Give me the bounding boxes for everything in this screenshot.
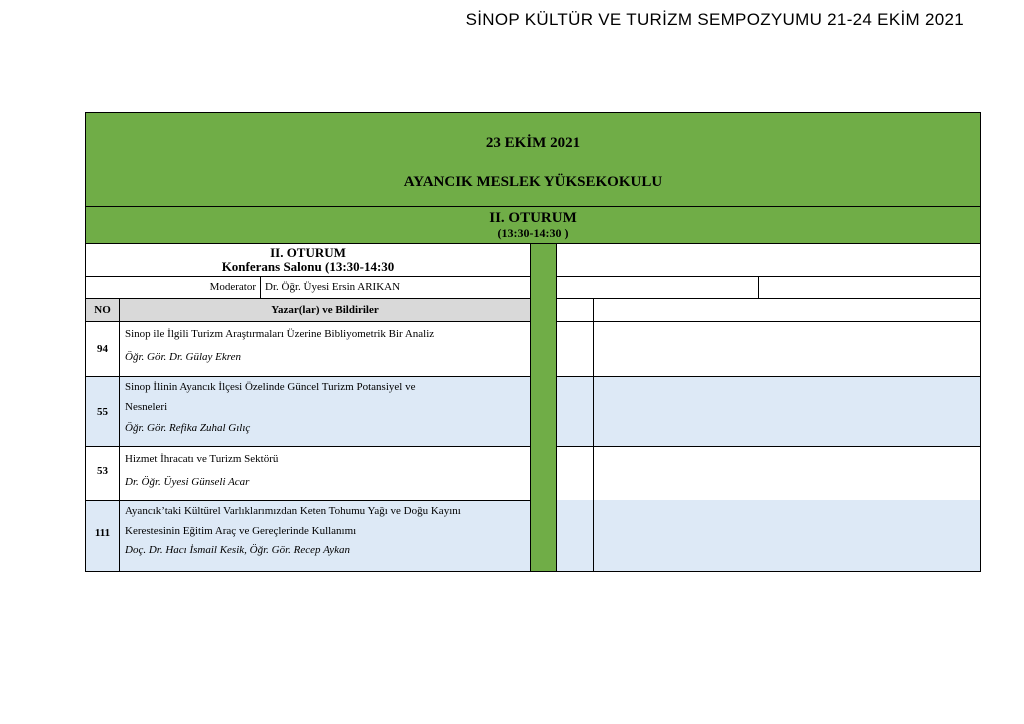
- paper-authors: Dr. Öğr. Üyesi Günseli Acar: [125, 476, 250, 488]
- right-empty-heading: [557, 244, 980, 276]
- paper-authors: Doç. Dr. Hacı İsmail Kesik, Öğr. Gör. Recep Aykan: [125, 544, 350, 556]
- paper-number: 55: [86, 376, 120, 446]
- conference-hall: Konferans Salonu (13:30-14:30: [221, 259, 395, 274]
- left-session-heading: [86, 244, 530, 276]
- right-empty-cell: [759, 276, 980, 298]
- session-date: 23 EKİM 2021: [485, 135, 581, 151]
- list-item: [120, 500, 530, 571]
- moderator-label: Moderator: [86, 276, 261, 298]
- school-name: AYANCIK MESLEK YÜKSEKOKULU: [403, 174, 663, 190]
- column-header-no: NO: [86, 298, 120, 321]
- right-empty-cell: [594, 446, 980, 500]
- paper-number: 111: [86, 500, 120, 571]
- session-time: (13:30-14:30 ): [497, 226, 569, 240]
- right-empty-cell: [557, 321, 594, 376]
- right-empty-cell: [594, 376, 980, 446]
- session-title: II. OTURUM: [489, 210, 577, 226]
- divider-column: [530, 244, 557, 571]
- page-header: SİNOP KÜLTÜR VE TURİZM SEMPOZYUMU 21-24 EKİM 2021: [465, 10, 964, 29]
- left-session-title: II. OTURUM: [270, 245, 346, 260]
- right-empty-cell: [557, 500, 594, 571]
- column-header-authors: Yazar(lar) ve Bildiriler: [120, 298, 530, 321]
- paper-authors: Öğr. Gör. Refika Zuhal Gılıç: [125, 422, 251, 434]
- list-item: [120, 376, 530, 446]
- paper-title-continued: Kerestesinin Eğitim Araç ve Gereçlerinde Kullanımı: [125, 525, 357, 537]
- list-item: [120, 321, 530, 376]
- list-item: [120, 446, 530, 500]
- right-empty-cell: [557, 298, 594, 321]
- paper-title: Ayancık’taki Kültürel Varlıklarımızdan Keten Tohumu Yağı ve Doğu Kayını: [125, 505, 461, 517]
- date-banner: [86, 113, 980, 207]
- right-empty-cell: [594, 500, 980, 571]
- schedule-table: [85, 112, 981, 572]
- paper-title-continued: Nesneleri: [125, 401, 168, 413]
- paper-number: 94: [86, 321, 120, 376]
- paper-title: Hizmet İhracatı ve Turizm Sektörü: [125, 453, 279, 465]
- schedule-grid: [86, 244, 980, 571]
- paper-title: Sinop İlinin Ayancık İlçesi Özelinde Güncel Turizm Potansiyel ve: [125, 381, 416, 393]
- paper-authors: Öğr. Gör. Dr. Gülay Ekren: [125, 351, 242, 363]
- session-banner: [86, 207, 980, 244]
- paper-title: Sinop ile İlgili Turizm Araştırmaları Üzerine Bibliyometrik Bir Analiz: [125, 328, 435, 340]
- right-empty-cell: [557, 376, 594, 446]
- right-empty-cell: [557, 276, 759, 298]
- right-empty-cell: [594, 298, 980, 321]
- right-empty-cell: [594, 321, 980, 376]
- paper-number: 53: [86, 446, 120, 500]
- right-empty-cell: [557, 446, 594, 500]
- moderator-name: Dr. Öğr. Üyesi Ersin ARIKAN: [261, 276, 530, 298]
